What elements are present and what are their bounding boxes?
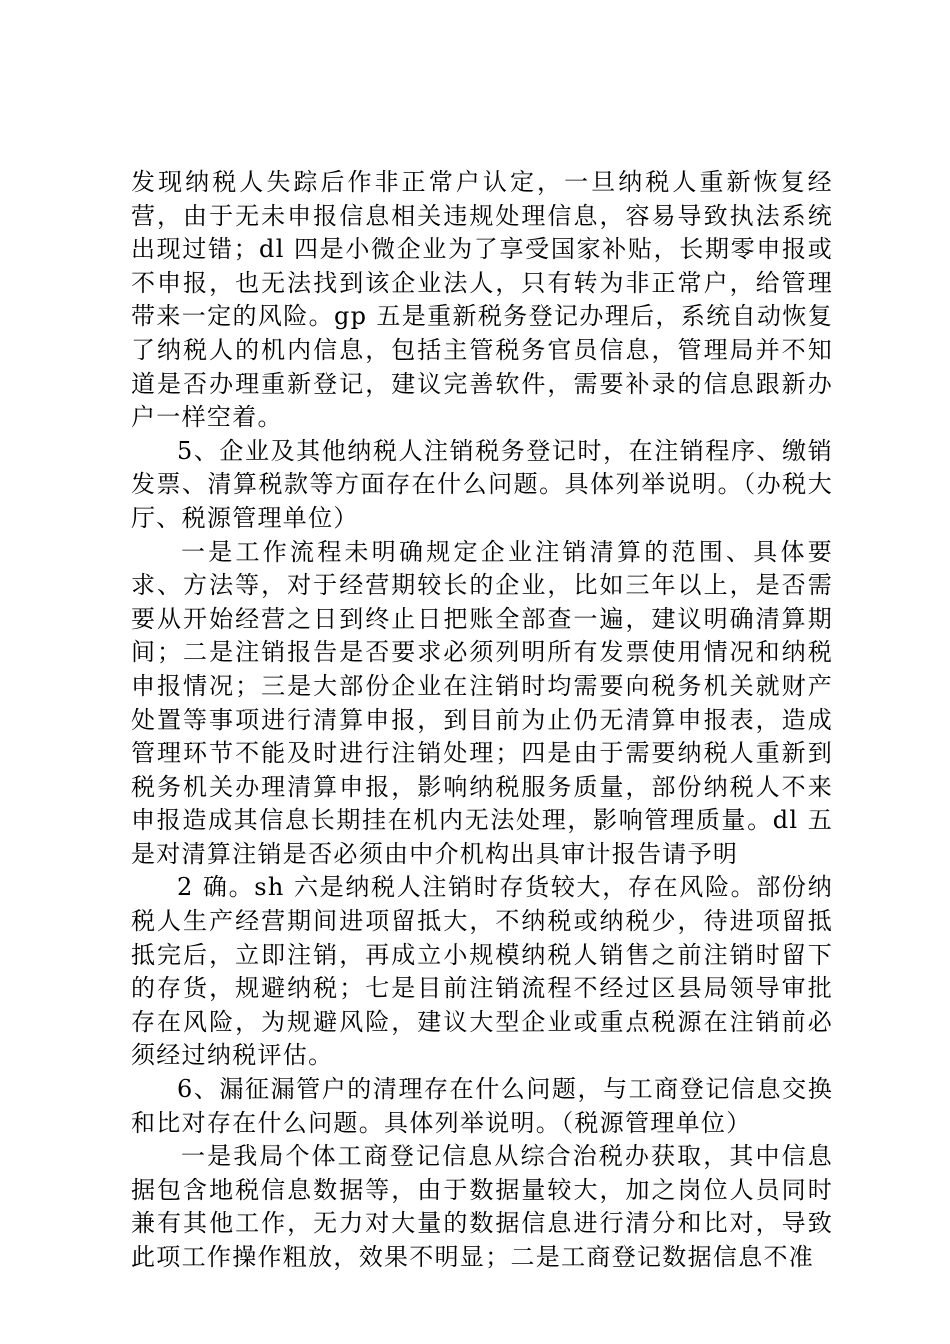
document-body <box>131 166 833 1275</box>
paragraph-4: 2 确。sh 六是纳税人注销时存货较大，存在风险。部份纳税人生产经营期间进项留抵大，不纳税或纳税少，待进项留抵抵完后，立即注销，再成立小规模纳税人销售之前注销时留下的存货，规避纳税；七是目前注销流程不经过区县局领导审批存在风险，为规避风险，建议大型企业或重点税源在注销前必须经过纳税评估。 <box>131 873 833 1070</box>
paragraph-1: 发现纳税人失踪后作非正常户认定，一旦纳税人重新恢复经营，由于无未申报信息相关违规处理信息，容易导致执法系统出现过错；dl 四是小微企业为了享受国家补贴，长期零申报或不申报，也无法找到该企业法人，只有转为非正常户，给管理带来一定的风险。gp 五是重新税务登记办理后，系统自动恢复了纳税人的机内信息，包括主管税务官员信息，管理局并不知道是否办理重新登记，建议完善软件，需要补录的信息跟新办户一样空着。 <box>131 168 833 432</box>
paragraph-2-question-5: 5、企业及其他纳税人注销税务登记时，在注销程序、缴销发票、清算税款等方面存在什么问题。具体列举说明。（办税大厅、税源管理单位） <box>131 436 833 532</box>
paragraph-6: 一是我局个体工商登记信息从综合治税办获取，其中信息据包含地税信息数据等，由于数据量较大，加之岗位人员同时兼有其他工作，无力对大量的数据信息进行清分和比对，导致此项工作操作粗放，效果不明显；二是工商登记数据信息不准 <box>131 1142 833 1271</box>
paragraph-3: 一是工作流程未明确规定企业注销清算的范围、具体要求、方法等，对于经营期较长的企业，比如三年以上，是否需要从开始经营之日到终止日把账全部查一遍，建议明确清算期间；二是注销报告是否要求必须列明所有发票使用情况和纳税申报情况；三是大部份企业在注销时均需要向税务机关就财产处置等事项进行清算申报，到目前为止仍无清算申报表，造成管理环节不能及时进行注销处理；四是由于需要纳税人重新到税务机关办理清算申报，影响纳税服务质量，部份纳税人不来申报造成其信息长期挂在机内无法处理，影响管理质量。dl 五是对清算注销是否必须由中介机构出具审计报告请予明 <box>131 537 833 868</box>
paragraph-5-question-6: 6、漏征漏管户的清理存在什么问题，与工商登记信息交换和比对存在什么问题。具体列举说明。（税源管理单位） <box>131 1075 833 1137</box>
